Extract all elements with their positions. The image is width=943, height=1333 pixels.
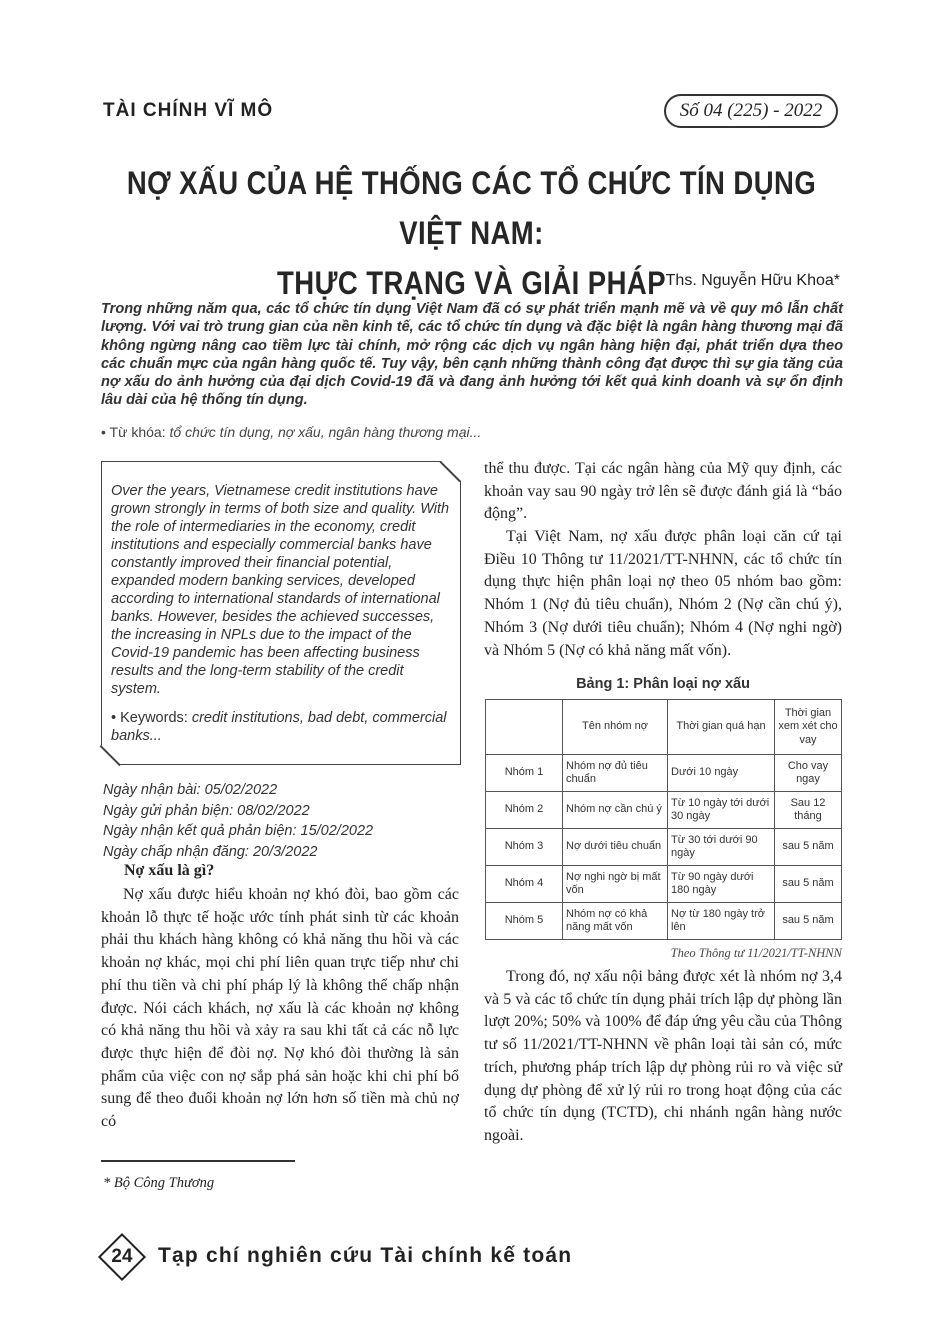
journal-name: Tạp chí nghiên cứu Tài chính kế toán <box>158 1244 573 1267</box>
table-row <box>486 755 842 792</box>
table-cell: Từ 10 ngày tới dưới 30 ngày <box>668 792 775 829</box>
table-cell: Nhóm 5 <box>486 903 563 940</box>
table-cell: Nợ nghi ngờ bị mất vốn <box>563 866 668 903</box>
table-cell: Nhóm nợ đủ tiêu chuẩn <box>563 755 668 792</box>
table-header-cell: Tên nhóm nợ <box>563 700 668 755</box>
abstract-vietnamese: Trong những năm qua, các tổ chức tín dụng Việt Nam đã có sự phát triển mạnh mẽ và về quy mô lẫn chất lượng. Với vai trò trung gian của nền kinh tế, các tổ chức tín dụng và đặc biệt là ngân hàng thương mại đã không ngừng nâng cao tiềm lực tài chính, mở rộng các dịch vụ ngân hàng hiện đại, phát triển dựa theo các chuẩn mực của ngân hàng quốc tế. Tuy vậy, bên cạnh những thành công đạt được thì sự gia tăng của nợ xấu do ảnh hưởng của đại dịch Covid-19 đã và đang ảnh hưởng tới kết quả kinh doanh và sự ổn định lâu dài của hệ thống tín dụng. <box>101 301 843 409</box>
table-cell: Cho vay ngay <box>775 755 842 792</box>
title-line-2: THỰC TRẠNG VÀ GIẢI PHÁP <box>277 265 666 301</box>
keywords-english <box>111 709 451 745</box>
table-header-cell <box>486 700 563 755</box>
date-accepted: Ngày chấp nhận đăng: 20/3/2022 <box>103 843 318 860</box>
table-source: Theo Thông tư 11/2021/TT-NHNN <box>670 946 842 960</box>
table-row <box>486 829 842 866</box>
section-heading: Nợ xấu là gì? <box>124 862 215 879</box>
table-cell: Sau 12 tháng <box>775 792 842 829</box>
table-cell: Nhóm nợ cần chú ý <box>563 792 668 829</box>
table-header-row <box>486 700 842 755</box>
page-number: 24 <box>111 1246 133 1267</box>
issue-badge: Số 04 (225) - 2022 <box>664 94 838 128</box>
table-cell: Dưới 10 ngày <box>668 755 775 792</box>
section-label: TÀI CHÍNH VĨ MÔ <box>103 100 274 121</box>
table-row <box>486 792 842 829</box>
author: Ths. Nguyễn Hữu Khoa* <box>665 272 840 289</box>
table-cell: sau 5 năm <box>775 866 842 903</box>
table-cell: sau 5 năm <box>775 903 842 940</box>
body-paragraph-right-2: Tại Việt Nam, nợ xấu được phân loại căn cứ tại Điều 10 Thông tư 11/2021/TT-NHNN, các tổ chức tín dụng thực hiện phân loại nợ theo 05 nhóm bao gồm: Nhóm 1 (Nợ đủ tiêu chuẩn), Nhóm 2 (Nợ cần chú ý), Nhóm 3 (Nợ dưới tiêu chuẩn); Nhóm 4 (Nợ nghi ngờ) và Nhóm 5 (Nợ có khả năng mất vốn). <box>484 528 842 659</box>
body-paragraph-right-3: Trong đó, nợ xấu nội bảng được xét là nhóm nợ 3,4 và 5 và các tổ chức tín dụng phải trích lập dự phòng lần lượt 20%; 50% và 100% để đáp ứng yêu cầu của Thông tư số 11/2021/TT-NHNN về phân loại tài sản có, mức trích, phương pháp trích lập dự phòng rủi ro và việc sử dụng dự phòng để xử lý rủi ro trong hoạt động của các tổ chức tín dụng (TCTD), chi nhánh ngân hàng nước ngoài. <box>484 968 842 1144</box>
table-cell: Từ 90 ngày dưới 180 ngày <box>668 866 775 903</box>
abstract-english: Over the years, Vietnamese credit institutions have grown strongly in terms of both size and quality. With the role of intermediaries in the economy, credit institutions and especially commercial banks have constantly improved their financial potential, expanded modern banking services, developed according to international standards of international banks. However, besides the achieved successes, the increasing in NPLs due to the impact of the Covid-19 pandemic has been affecting business results and the long-term stability of the credit system. <box>111 483 450 697</box>
date-received: Ngày nhận bài: 05/02/2022 <box>103 782 278 798</box>
date-sent-review: Ngày gửi phản biện: 08/02/2022 <box>103 802 310 819</box>
table-cell: Nhóm 1 <box>486 755 563 792</box>
date-review-result: Ngày nhận kết quả phản biện: 15/02/2022 <box>103 823 374 840</box>
table-cell: Từ 30 tới dưới 90 ngày <box>668 829 775 866</box>
debt-classification-table <box>485 699 842 940</box>
table-row <box>486 903 842 940</box>
table-cell: Nhóm 3 <box>486 829 563 866</box>
title-line-1: NỢ XẤU CỦA HỆ THỐNG CÁC TỔ CHỨC TÍN DỤNG VIỆT NAM: <box>126 165 817 251</box>
footnote-divider <box>101 1160 295 1162</box>
keywords-vi-label: • Từ khóa: <box>101 424 166 440</box>
footnote: * Bộ Công Thương <box>103 1175 215 1191</box>
keywords-en-text: credit institutions, bad debt, commercial banks... <box>111 710 447 744</box>
table-header-cell: Thời gian quá hạn <box>668 700 775 755</box>
body-paragraph-right-1: thể thu được. Tại các ngân hàng của Mỹ quy định, các khoản vay sau 90 ngày trở lên sẽ được đánh giá là “báo động”. <box>484 460 842 523</box>
table-cell: sau 5 năm <box>775 829 842 866</box>
keywords-vi-text: tổ chức tín dụng, nợ xấu, ngân hàng thương mại... <box>169 424 482 440</box>
body-paragraph-left: Nợ xấu được hiểu khoản nợ khó đòi, bao gồm các khoản lỗ thực tế hoặc ước tính phát sinh từ các khoản phải thu khách hàng không có khả năng thu hồi và các khoản nợ khác, mọi chi phí liên quan trực tiếp như chi phí thu tiền và chi phí pháp lý là không thể chấp nhận được. Nói cách khách, nợ xấu là các khoản nợ không có khả năng thu hồi và xảy ra sau khi tất cả các nỗ lực được thực hiện để đòi nợ. Nợ khó đòi thường là sản phẩm của việc con nợ sắp phá sản hoặc khi chi phí bổ sung để theo đuổi khoản nợ lớn hơn số tiền mà chủ nợ có <box>101 886 459 1131</box>
table-cell: Nhóm 4 <box>486 866 563 903</box>
table-header-cell: Thời gian xem xét cho vay <box>775 700 842 755</box>
keywords-en-label: • Keywords: <box>111 710 188 726</box>
table-cell: Nợ từ 180 ngày trở lên <box>668 903 775 940</box>
article-dates <box>103 780 373 862</box>
table-cell: Nhóm 2 <box>486 792 563 829</box>
keywords-vietnamese <box>101 424 481 440</box>
table-cell: Nhóm nợ có khả năng mất vốn <box>563 903 668 940</box>
table-caption: Bảng 1: Phân loại nợ xấu <box>576 676 750 692</box>
table-cell: Nợ dưới tiêu chuẩn <box>563 829 668 866</box>
table-row <box>486 866 842 903</box>
